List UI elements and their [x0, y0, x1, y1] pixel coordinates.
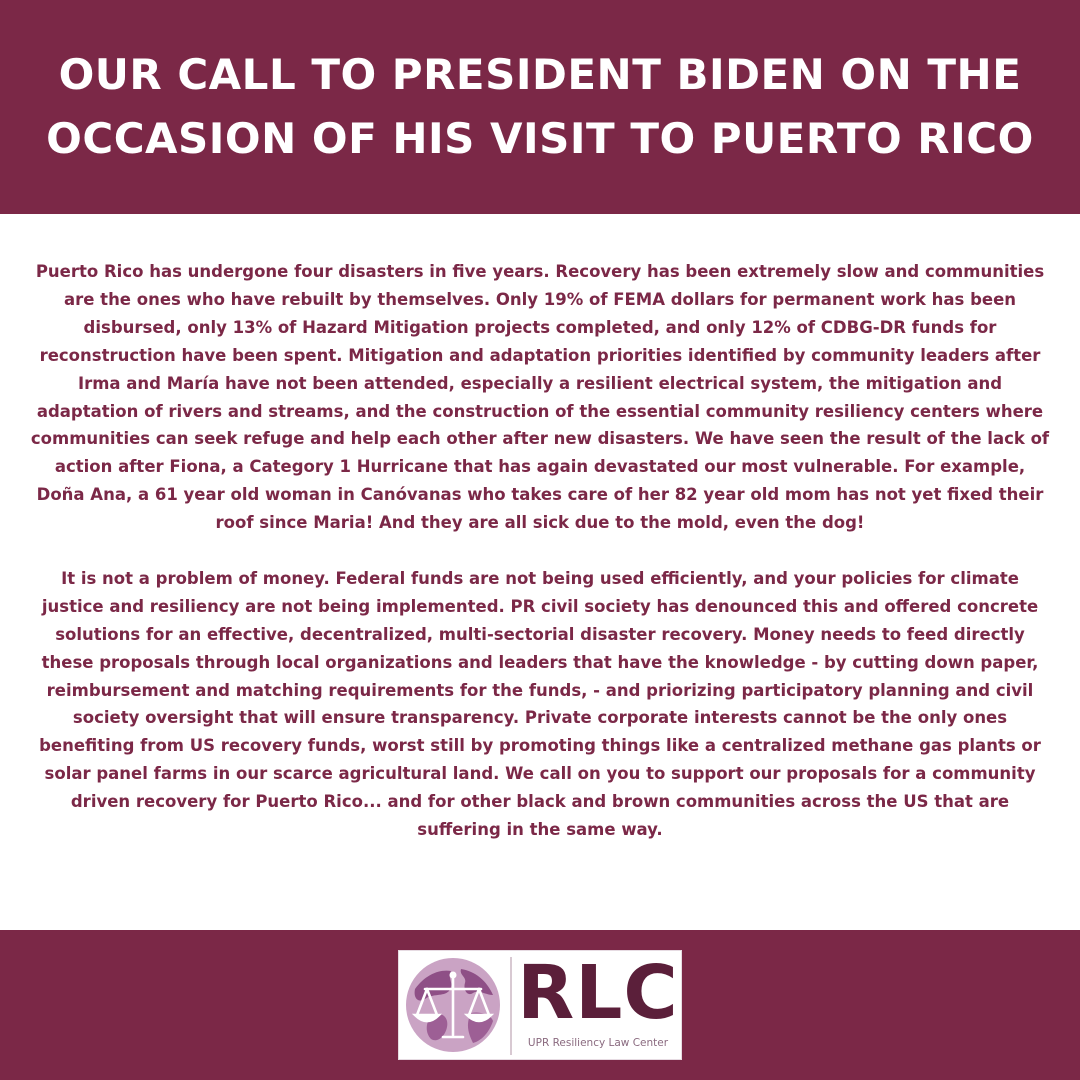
- footer-banner: [0, 930, 1080, 1080]
- logo-organization-name: UPR Resiliency Law Center: [527, 1037, 669, 1049]
- logo-divider: [510, 957, 512, 1055]
- logo-acronym: RLC: [517, 950, 679, 1036]
- letter-body: [30, 258, 1050, 844]
- page-title-line-2: OCCASION OF HIS VISIT TO PUERTO RICO: [46, 114, 1034, 163]
- paragraph-1: Puerto Rico has undergone four disasters in five years. Recovery has been extremely slow and communities are the ones who have rebuilt by themselves. Only 19% of FEMA dollars for permanent work has been disbursed, only 13% of Hazard Mitigation projects completed, and only 12% of CDBG-DR funds for reconstruction have been spent. Mitigation and adaptation priorities identified by community leaders after Irma and María have not been attended, especially a resilient electrical system, the mitigation and adaptation of rivers and streams, and the construction of the essential community resiliency centers where communities can seek refuge and help each other after new disasters. We have seen the result of the lack of action after Fiona, a Category 1 Hurricane that has again devastated our most vulnerable. For example, Doña Ana, a 61 year old woman in Canóvanas who takes care of her 82 year old mom has not yet fixed their roof since Maria! And they are all sick due to the mold, even the dog!: [30, 262, 1050, 533]
- header-banner: [0, 0, 1080, 214]
- rlc-logo: [398, 950, 682, 1060]
- paragraph-2: It is not a problem of money. Federal funds are not being used efficiently, and your policies for climate justice and resiliency are not being implemented. PR civil society has denounced this and offered concrete solutions for an effective, decentralized, multi-sectorial disaster recovery. Money needs to feed directly these proposals through local organizations and leaders that have the knowledge - by cutting down paper, reimbursement and matching requirements for the funds, - and priorizing participatory planning and civil society oversight that will ensure transparency. Private corporate interests cannot be the only ones benefiting from US recovery funds, worst still by promoting things like a centralized methane gas plants or solar panel farms in our scarce agricultural land. We call on you to support our proposals for a community driven recovery for Puerto Rico... and for other black and brown communities across the US that are suffering in the same way.: [39, 568, 1041, 840]
- page-title-line-1: OUR CALL TO PRESIDENT BIDEN ON THE: [58, 50, 1022, 99]
- page-title: [20, 43, 1060, 171]
- globe-scales-of-justice-icon: [403, 955, 503, 1055]
